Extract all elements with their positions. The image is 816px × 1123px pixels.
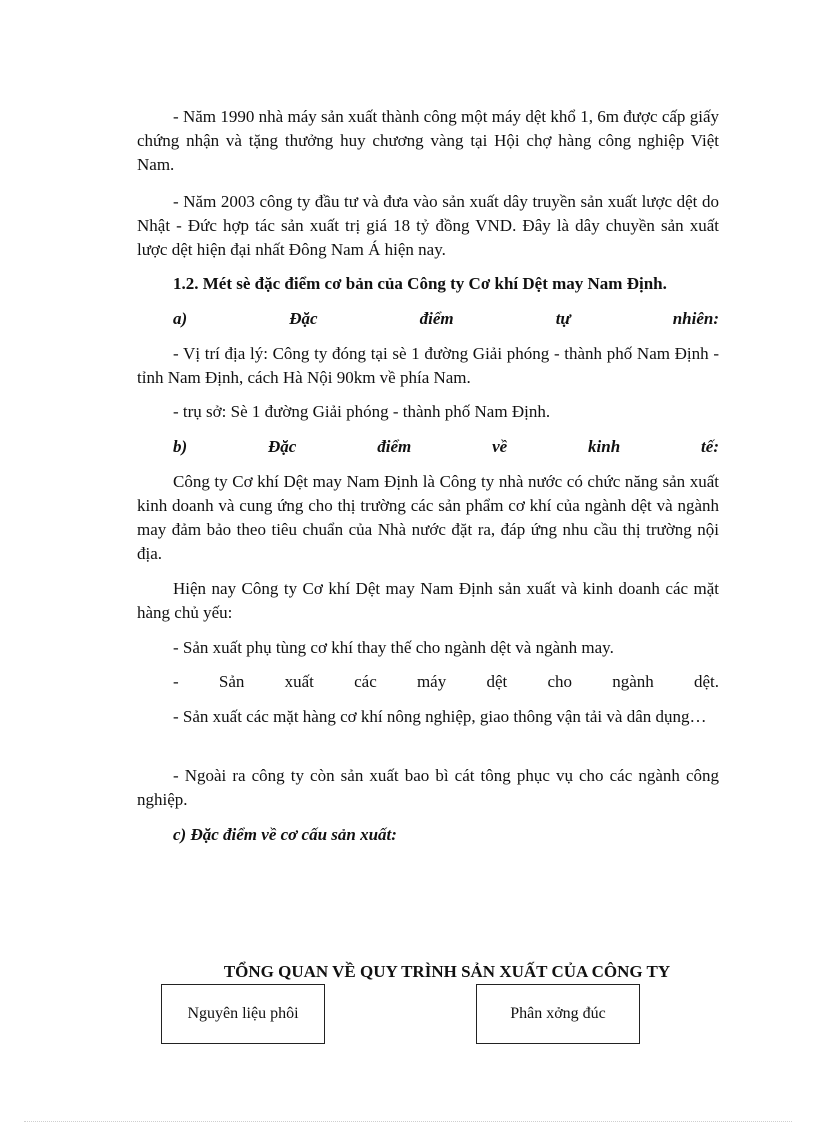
page-bottom-divider (24, 1121, 792, 1122)
paragraph-economic: Công ty Cơ khí Dệt may Nam Định là Công ty nhà nước có chức năng sản xuất kinh doanh và cung ứng cho thị trường các sản phẩm cơ khí của ngành dệt và ngành may đảm bảo theo tiêu chuẩn của Nhà nước đặt ra, đáp ứng nhu cầu thị trường nội địa. (137, 472, 719, 563)
paragraph-packaging: - Ngoài ra công ty còn sản xuất bao bì cát tông phục vụ cho các ngành công nghiệp. (137, 766, 719, 809)
paragraph-1990: - Năm 1990 nhà máy sản xuất thành công một máy dệt khổ 1, 6m được cấp giấy chứng nhận và tặng thưởng huy chương vàng tại Hội chợ hàng công nghiệp Việt Nam. (137, 107, 719, 174)
diagram-title: TỔNG QUAN VỀ QUY TRÌNH SẢN XUẤT CỦA CÔNG TY (223, 962, 671, 981)
paragraph-location: - Vị trí địa lý: Công ty đóng tại sè 1 đường Giải phóng - thành phố Nam Định - tỉnh Nam Định, cách Hà Nội 90km về phía Nam. (137, 344, 719, 387)
box-casting-workshop: Phân xởng đúc (476, 984, 640, 1044)
subheading-c: c) Đặc điểm về cơ cấu sản xuất: (173, 825, 397, 844)
paragraph-agri: - Sản xuất các mặt hàng cơ khí nông nghiệp, giao thông vận tải và dân dụng… (173, 707, 707, 726)
box-raw-materials: Nguyên liệu phôi (161, 984, 325, 1044)
section-heading-1-2: 1.2. Mét sè đặc điểm cơ bản của Công ty Cơ khí Dệt may Nam Định. (173, 274, 667, 293)
paragraph-looms: - Sản xuất các máy dệt cho ngành dệt. (173, 672, 719, 691)
paragraph-spare-parts: - Sản xuất phụ tùng cơ khí thay thế cho ngành dệt và ngành may. (173, 638, 614, 657)
subheading-b: b) Đặc điểm về kinh tế: (173, 437, 719, 456)
subheading-a: a) Đặc điểm tự nhiên: (173, 309, 719, 328)
paragraph-headquarters: - trụ sở: Sè 1 đường Giải phóng - thành phố Nam Định. (173, 402, 551, 421)
paragraph-2003: - Năm 2003 công ty đầu tư và đưa vào sản xuất dây truyền sản xuất lược dệt do Nhật - Đức hợp tác sản xuất trị giá 18 tỷ đồng VND. Đây là dây chuyền sản xuất lược dệt hiện đại nhất Đông Nam Á hiện nay. (137, 192, 719, 259)
paragraph-products-intro: Hiện nay Công ty Cơ khí Dệt may Nam Định sản xuất và kinh doanh các mặt hàng chủ yếu: (137, 579, 719, 622)
